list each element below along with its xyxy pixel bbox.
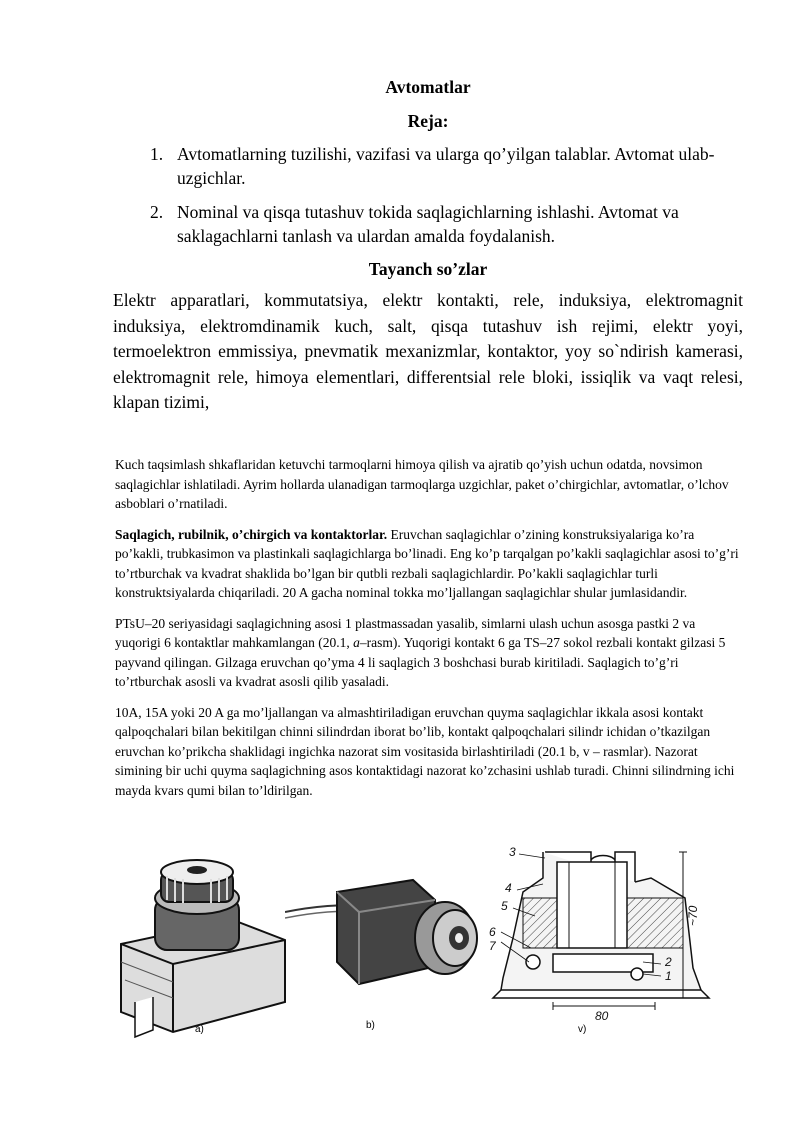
plan-item (150, 200, 740, 248)
fuse-cross-section-v (483, 838, 723, 1028)
keywords-paragraph: Elektr apparatlari, kommutatsiya, elektr kontakti, rele, induksiya, elektromagnit induksiya, elektromdinamik kuch, salt, qisqa tutashuv ish rejimi, elektr yoyi, termoelektron emmissiya, pnevmatik mexanizmlar, kontaktor, yoy so`ndirish kamerasi, elektromagnit rele, himoya elementlari, differentsial rele bloki, issiqlik va vaqt relesi, klapan tizimi, (113, 290, 743, 412)
plan-item-text: Avtomatlarning tuzilishi, vazifasi va ularga qo’yilgan talablar. Avtomat ulab-uzgichlar. (177, 144, 715, 188)
fuse-illustration-a (113, 852, 289, 1042)
figure-caption-b: b) (366, 1020, 375, 1031)
page-title: Avtomatlar (385, 77, 471, 97)
drawing-dimension-height: ~70 (686, 905, 700, 926)
paragraph-ptsu-text-a: PTsU–20 seriyasidagi saqlagichning asosi 1 plastmassadan yasalib, simlarni ulash uchun asosga pastki 2 va yuqorigi 6 kontaktlar mahkamlangan (20.1, (115, 615, 696, 650)
body-text (115, 455, 743, 811)
paragraph-ptsu (115, 614, 743, 692)
paragraph-cartridge: 10A, 15A yoki 20 A ga mo’ljallangan va almashtiriladigan eruvchan quyma saqlagichlar ikkala asosi kontakt qalpoqchalari bilan bekitilgan chinni silindrdan iborat bo’lib, kontakt qalpoqchalari silindr ichidan o’tkazilgan eruvchan ko’prikcha shaklidagi ingichka nazorat sim vositasida birlashtiriladi (20.1 b, v – rasmlar). Nazorat simining bir uchi quyma saqlagichning asos kontaktidagi nazorat ko’zchasini ushlab turadi. Chinni silindrning ichi mayda kvars qumi bilan to’ldirilgan. (115, 704, 735, 798)
plan-item-text: Nominal va qisqa tutashuv tokida saqlagichlarning ishlashi. Avtomat va saklagachlarni tanlash va ulardan amalda foydalanish. (177, 202, 679, 246)
paragraph-ptsu-italic: a (353, 635, 360, 650)
drawing-label: 4 (505, 881, 512, 895)
fuse-illustration-b (285, 866, 485, 1016)
plan-item (150, 142, 740, 190)
drawing-dimension-width: 80 (595, 1009, 609, 1023)
figure-caption-v: v) (578, 1024, 587, 1035)
drawing-label: 5 (501, 899, 508, 913)
figure-caption-a: a) (195, 1024, 204, 1035)
paragraph-lead-bold: Saqlagich, rubilnik, o’chirgich va kontaktorlar. (115, 526, 388, 542)
drawing-label: 6 (489, 925, 496, 939)
paragraph-fuses-text: Eruvchan saqlagichlar o’zining konstruksiyalariga ko’ra po’kakli, trubkasimon va plastinkali saqlagichlarga bo’linadi. Eng ko’p tarqalgan po’kakli saqlagichlar asosi to’g’ri to’rtburchak va kvadrat shaklida bo’lgan bir qutbli rezbali saqlagichlardir. Po’kakli saqlagichlar turli konstruktsiyalarda chiqariladi. 20 A gacha nominal tokka mo’ljallangan saqlagichlar shular jumlasidandir. (115, 526, 739, 600)
drawing-label: 2 (665, 955, 672, 969)
keywords-heading: Tayanch so’zlar (368, 259, 488, 279)
plan-heading: Reja: (407, 111, 449, 131)
drawing-label: 3 (509, 845, 516, 859)
plan-item-number: 2. (150, 202, 164, 222)
paragraph-fuses (115, 525, 743, 603)
paragraph-ptsu-text-b: –rasm). Yuqorigi kontakt 6 ga TS–27 sokol rezbali kontakt gilzasi 5 payvand qilingan. Gilzaga eruvchan qo’yma 4 li saqlagich 3 boshchasi burab kiritiladi. Saqlagich to’g’ri to’rtburchak asosli va kvadrat asosli qilib yasaladi. (115, 635, 726, 689)
plan-list (150, 142, 740, 258)
drawing-label: 1 (665, 969, 672, 983)
figure-row (113, 838, 743, 1048)
drawing-label: 7 (489, 939, 496, 953)
paragraph-intro: Kuch taqsimlash shkaflaridan ketuvchi tarmoqlarni himoya qilish va ajratib qo’yish uchun odatda, novsimon saqlagichlar ishlatiladi. Ayrim hollarda ulanadigan tarmoqlarga uzgichlar, paket o’chirgichlar, avtomatlar, o’lchov asboblari o’rnatiladi. (115, 457, 729, 511)
plan-item-number: 1. (150, 144, 164, 164)
